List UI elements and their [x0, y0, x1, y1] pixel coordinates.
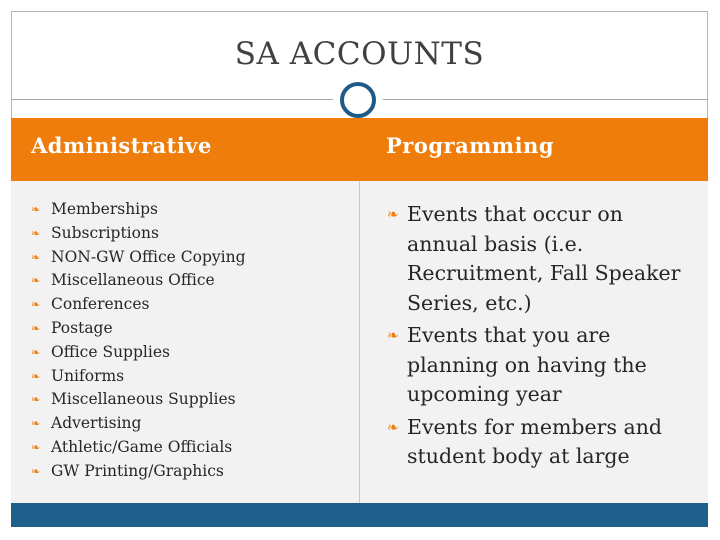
leaf-bullet-icon: ❧: [31, 203, 41, 216]
administrative-list: [31, 198, 246, 484]
list-item: ❧ Advertising: [31, 412, 246, 436]
leaf-bullet-icon: ❧: [31, 250, 41, 264]
circle-ornament-icon: [340, 82, 376, 118]
list-item: ❧ Conferences: [31, 293, 246, 317]
leaf-bullet-icon: ❧: [31, 464, 41, 478]
leaf-bullet-icon: ❧: [31, 417, 41, 431]
list-item: ❧ GW Printing/Graphics: [31, 460, 246, 484]
list-item: ❧ Office Supplies: [31, 341, 246, 365]
leaf-bullet-icon: ❧: [31, 345, 41, 359]
column-header-administrative: Administrative: [31, 133, 212, 158]
leaf-bullet-icon: ❧: [387, 419, 399, 436]
list-item: ❧ Athletic/Game Officials: [31, 436, 246, 460]
leaf-bullet-icon: ❧: [31, 274, 41, 288]
footer-band: [11, 503, 708, 527]
slide-title: SA ACCOUNTS: [234, 36, 485, 72]
list-item: ❧ Events that you are planning on having the upcoming year: [387, 323, 647, 406]
leaf-bullet-icon: ❧: [387, 328, 399, 344]
leaf-bullet-icon: ❧: [387, 207, 399, 223]
list-item: ❧ Events that occur on annual basis (i.e. Recruitment, Fall Speaker Series, etc.): [387, 202, 681, 315]
programming-list: [387, 200, 697, 475]
column-divider: [359, 181, 360, 503]
column-header-programming: Programming: [386, 133, 555, 158]
leaf-bullet-icon: ❧: [31, 321, 41, 335]
list-item: ❧ Postage: [31, 317, 246, 341]
leaf-bullet-icon: ❧: [31, 226, 41, 240]
list-item: ❧ Miscellaneous Office: [31, 269, 246, 293]
leaf-bullet-icon: ❧: [31, 393, 41, 407]
leaf-bullet-icon: ❧: [31, 298, 41, 312]
list-item: ❧ Subscriptions: [31, 222, 246, 246]
leaf-bullet-icon: ❧: [31, 440, 41, 454]
list-item: ❧ Memberships: [31, 198, 246, 222]
list-item: ❧ Uniforms: [31, 365, 246, 389]
leaf-bullet-icon: ❧: [31, 369, 41, 383]
list-item: ❧ Miscellaneous Supplies: [31, 388, 246, 412]
list-item: ❧ Events for members and student body at large: [387, 414, 663, 468]
list-item: ❧ NON-GW Office Copying: [31, 246, 246, 270]
